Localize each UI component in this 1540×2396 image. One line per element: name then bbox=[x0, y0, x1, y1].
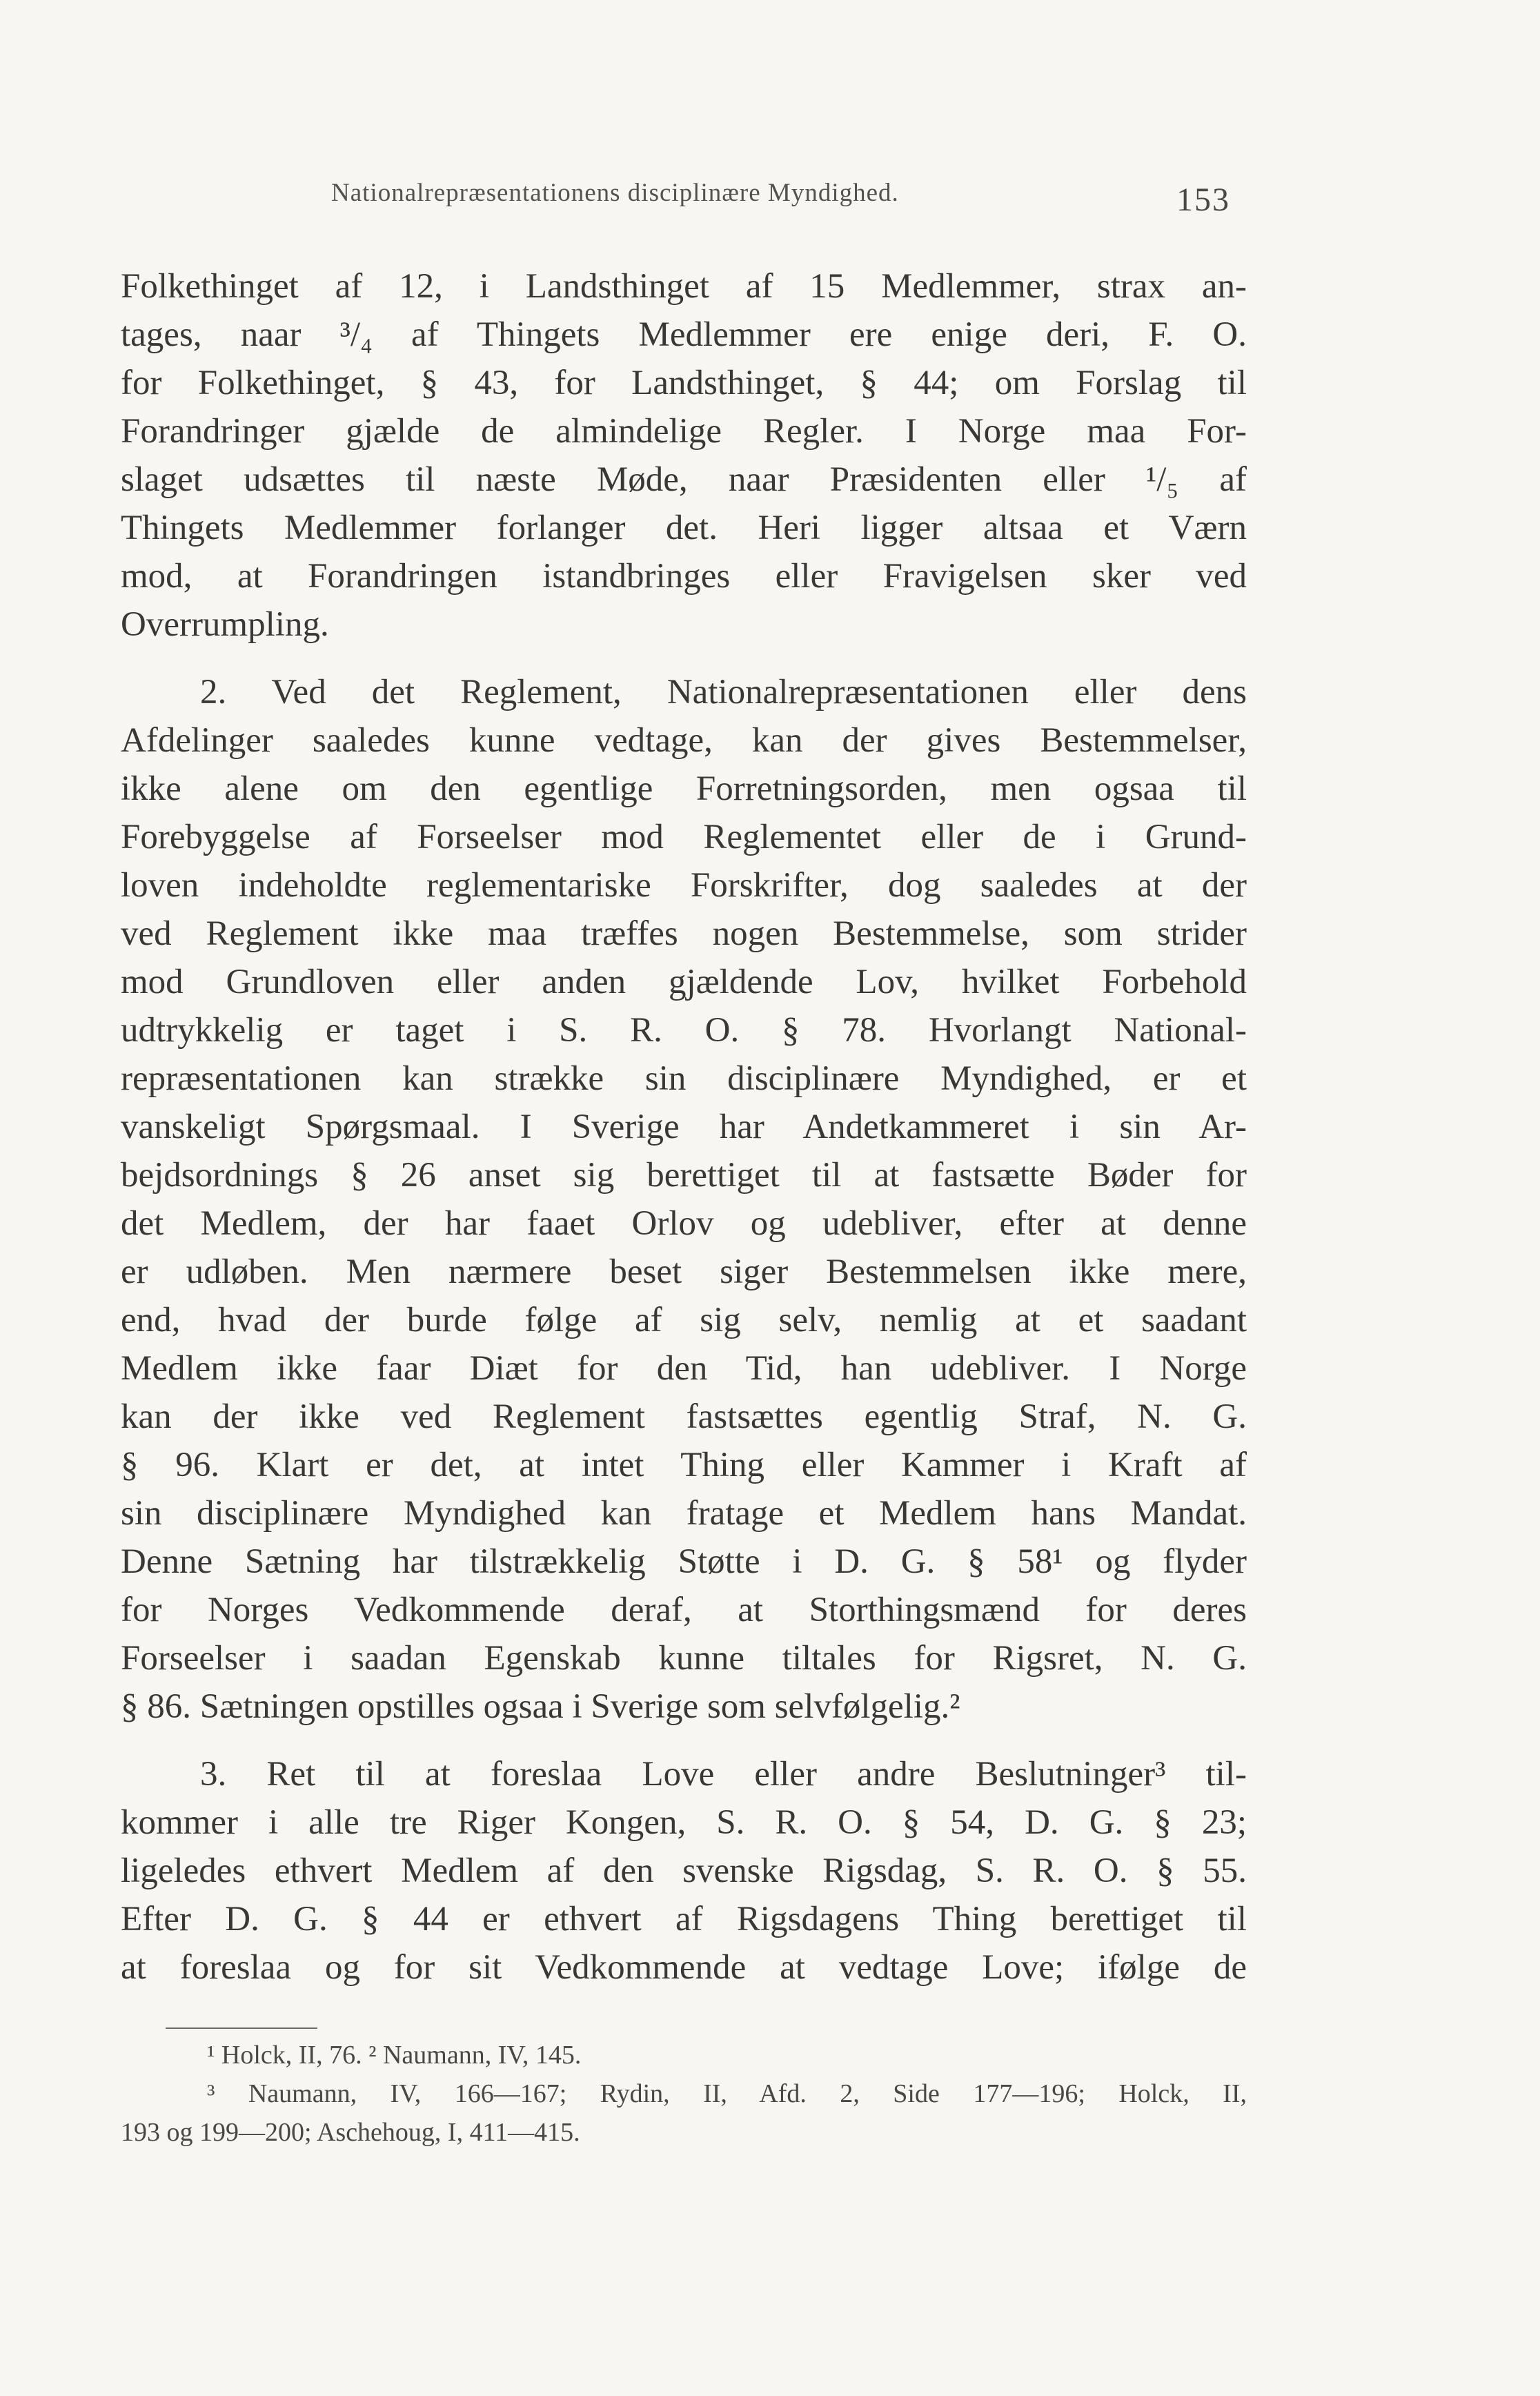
text-line: Forseelser i saadan Egenskab kunne tiltales for Rigsret, N. G. bbox=[121, 1639, 1247, 1678]
text-line: Forandringer gjælde de almindelige Regler. I Norge maa For- bbox=[121, 412, 1247, 451]
text-line: udtrykkelig er taget i S. R. O. § 78. Hvorlangt National- bbox=[121, 1011, 1247, 1050]
paragraph-first-line: 2. Ved det Reglement, Nationalrepræsentationen eller dens bbox=[200, 673, 1247, 711]
text-line: Thingets Medlemmer forlanger det. Heri ligger altsaa et Værn bbox=[121, 509, 1247, 547]
text-line: det Medlem, der har faaet Orlov og udebliver, efter at denne bbox=[121, 1204, 1247, 1243]
text-line: Folkethinget af 12, i Landsthinget af 15 Medlemmer, strax an- bbox=[121, 267, 1247, 306]
text-line: ikke alene om den egentlige Forretningsorden, men ogsaa til bbox=[121, 769, 1247, 808]
footnote-line: 193 og 199—200; Aschehoug, I, 411—415. bbox=[121, 2118, 580, 2147]
text-line: loven indeholdte reglementariske Forskrifter, dog saaledes at der bbox=[121, 866, 1247, 905]
text-line: ved Reglement ikke maa træffes nogen Bestemmelse, som strider bbox=[121, 914, 1247, 953]
text-line: slaget udsættes til næste Møde, naar Præsidenten eller ¹/₅ af bbox=[121, 460, 1247, 499]
text-line: Efter D. G. § 44 er ethvert af Rigsdagens Thing berettiget til bbox=[121, 1900, 1247, 1938]
text-line: for Folkethinget, § 43, for Landsthinget, § 44; om Forslag til bbox=[121, 364, 1247, 402]
text-line: mod Grundloven eller anden gjældende Lov, hvilket Forbehold bbox=[121, 963, 1247, 1001]
text-line: § 96. Klart er det, at intet Thing eller Kammer i Kraft af bbox=[121, 1446, 1247, 1484]
text-line: kan der ikke ved Reglement fastsættes egentlig Straf, N. G. bbox=[121, 1397, 1247, 1436]
footnotes bbox=[121, 2036, 1247, 2152]
paragraph-first-line: 3. Ret til at foreslaa Love eller andre Beslutninger³ til- bbox=[200, 1755, 1247, 1794]
text-line: end, hvad der burde følge af sig selv, nemlig at et saadant bbox=[121, 1301, 1247, 1339]
page-number: 153 bbox=[1176, 181, 1230, 218]
text-line: sin disciplinære Myndighed kan fratage et Medlem hans Mandat. bbox=[121, 1494, 1247, 1533]
text-line: at foreslaa og for sit Vedkommende at vedtage Love; ifølge de bbox=[121, 1948, 1247, 1987]
text-line: repræsentationen kan strække sin disciplinære Myndighed, er et bbox=[121, 1059, 1247, 1098]
text-line: Afdelinger saaledes kunne vedtage, kan der gives Bestemmelser, bbox=[121, 721, 1247, 760]
text-line: ligeledes ethvert Medlem af den svenske Rigsdag, S. R. O. § 55. bbox=[121, 1852, 1247, 1890]
text-line: bejdsordnings § 26 anset sig berettiget til at fastsætte Bøder for bbox=[121, 1156, 1247, 1195]
body-text bbox=[121, 262, 1247, 1992]
text-line: Denne Sætning har tilstrækkelig Støtte i D. G. § 58¹ og flyder bbox=[121, 1542, 1247, 1581]
text-line: § 86. Sætningen opstilles ogsaa i Sverige som selvfølgelig.² bbox=[121, 1687, 960, 1726]
text-line: kommer i alle tre Riger Kongen, S. R. O. § 54, D. G. § 23; bbox=[121, 1803, 1247, 1842]
footnote-divider bbox=[166, 2027, 317, 2029]
text-line: for Norges Vedkommende deraf, at Storthingsmænd for deres bbox=[121, 1591, 1247, 1629]
running-title: Nationalrepræsentationens disciplinære Myndighed. bbox=[331, 179, 899, 207]
text-line: vanskeligt Spørgsmaal. I Sverige har Andetkammeret i sin Ar- bbox=[121, 1108, 1247, 1146]
text-line: tages, naar ³/₄ af Thingets Medlemmer ere enige deri, F. O. bbox=[121, 315, 1247, 354]
text-line: mod, at Forandringen istandbringes eller Fravigelsen sker ved bbox=[121, 557, 1247, 596]
footnote-line: ³ Naumann, IV, 166—167; Rydin, II, Afd. 2, Side 177—196; Holck, II, bbox=[207, 2079, 1247, 2108]
text-line: er udløben. Men nærmere beset siger Bestemmelsen ikke mere, bbox=[121, 1253, 1247, 1291]
footnote-line: ¹ Holck, II, 76. ² Naumann, IV, 145. bbox=[207, 2041, 582, 2070]
text-line: Medlem ikke faar Diæt for den Tid, han udebliver. I Norge bbox=[121, 1349, 1247, 1388]
text-line: Overrumpling. bbox=[121, 605, 329, 644]
text-line: Forebyggelse af Forseelser mod Reglementet eller de i Grund- bbox=[121, 818, 1247, 856]
